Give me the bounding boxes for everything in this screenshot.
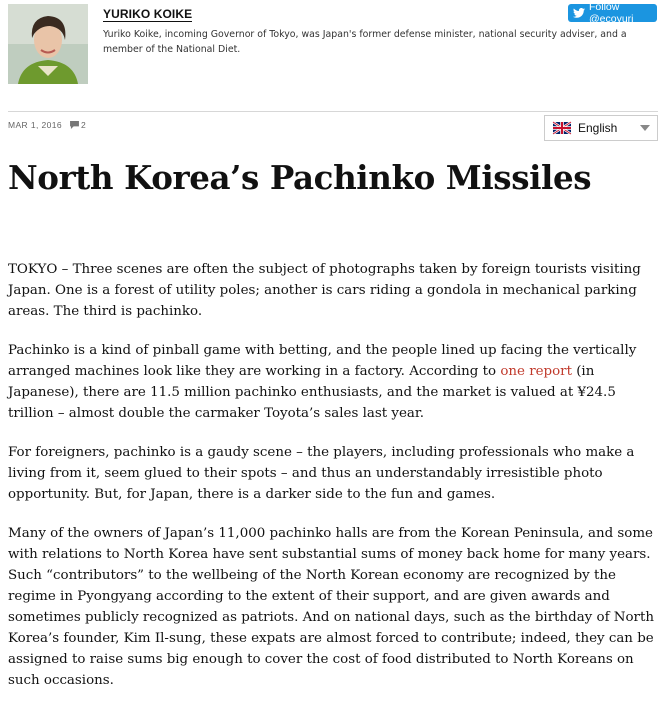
divider: [8, 111, 658, 112]
language-label: English: [578, 121, 618, 135]
comment-bubble-icon: [70, 121, 79, 129]
author-bio: Yuriko Koike, incoming Governor of Tokyo, was Japan's former defense minister, national security adviser, and a member of the National Diet.: [103, 29, 627, 55]
follow-label: Follow @ecoyuri: [589, 1, 634, 25]
language-select[interactable]: [544, 115, 658, 141]
avatar[interactable]: [8, 4, 88, 84]
publish-date: MAR 1, 2016: [8, 120, 63, 130]
paragraph-2-text-end: (in Japanese), there are 11.5 million pachinko enthusiasts, and the market is valued at ¥24.5 trillion – almost double the carmaker Toyota’s sales last year.: [8, 364, 616, 421]
chevron-down-icon: [640, 125, 650, 131]
comments-link[interactable]: [70, 120, 86, 130]
author-name-link[interactable]: YURIKO KOIKE: [103, 7, 193, 21]
paragraph-1: TOKYO – Three scenes are often the subject of photographs taken by foreign tourists visiting Japan. One is a forest of utility poles; another is cars riding a gondola in mechanical parking areas. The third is pachinko.: [8, 262, 641, 319]
paragraph-2: [8, 340, 660, 424]
uk-flag-icon: [553, 122, 571, 134]
paragraph-2-text: Pachinko is a kind of pinball game with betting, and the people lined up facing the vertically arranged machines look like they are working in a factory. According to: [8, 343, 637, 379]
author-box: [8, 4, 658, 86]
twitter-bird-icon: [573, 8, 585, 18]
paragraph-3: For foreigners, pachinko is a gaudy scene – the players, including professionals who make a living from it, seem glued to their spots – and thus an understandably irresistible photo opportunity. But, for Japan, there is a darker side to the fun and games.: [8, 445, 635, 502]
one-report-link[interactable]: one report: [500, 364, 572, 379]
article-body: [8, 259, 660, 709]
comment-count: 2: [81, 120, 87, 130]
follow-twitter-button[interactable]: [568, 1, 657, 25]
paragraph-4: Many of the owners of Japan’s 11,000 pachinko halls are from the Korean Peninsula, and some with relations to North Korea have sent substantial sums of money back home for many years. Such “contributors” to the wellbeing of the North Korean economy are recognized by the regime in Pyongyang according to the extent of their support, and are given awards and sometimes publicly recognized as patriots. And on national days, such as the birthday of North Korea’s founder, Kim Il-sung, these expats are almost forced to contribute; indeed, they can be assigned to raise sums big enough to cover the cost of food distributed to North Koreans on such occasions.: [8, 526, 654, 688]
article-title: North Korea’s Pachinko Missiles: [8, 158, 592, 197]
article-meta: [8, 120, 86, 130]
